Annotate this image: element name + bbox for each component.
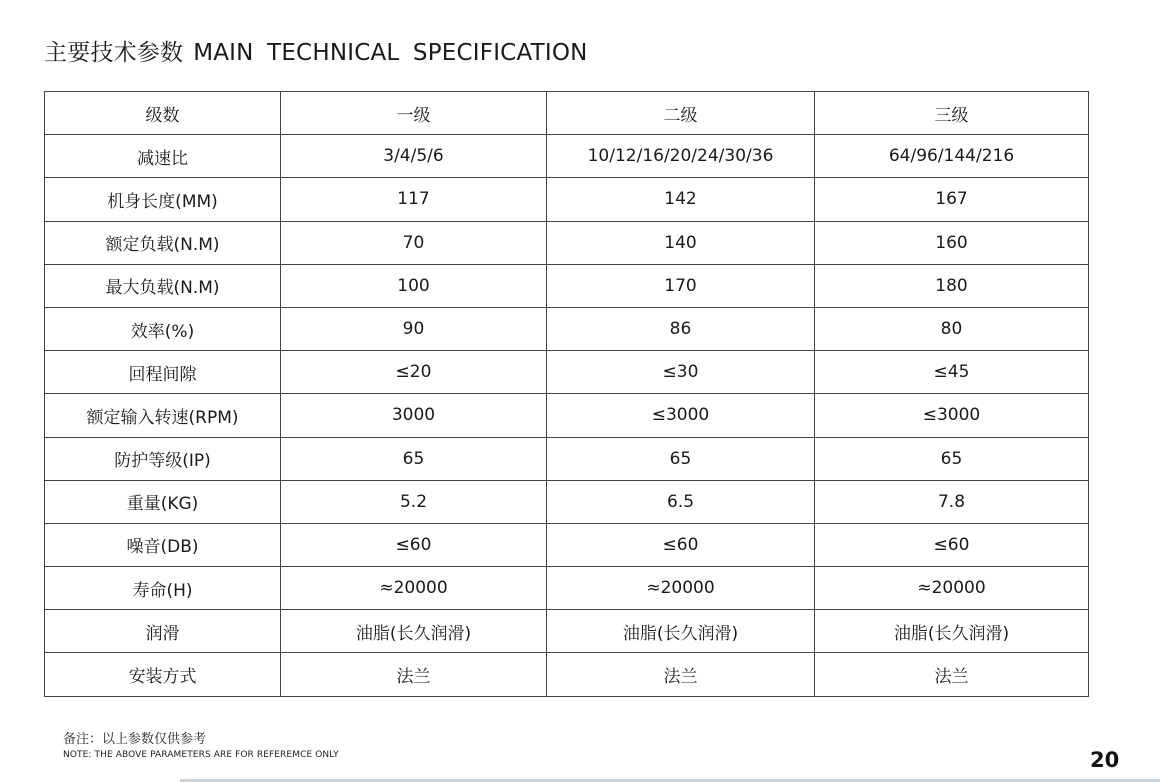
value-cell: 油脂(长久润滑) [547, 610, 815, 653]
row-label-cell: 额定负载(N.M) [45, 221, 281, 264]
row-label-cell: 最大负载(N.M) [45, 264, 281, 307]
row-label-cell: 重量(KG) [45, 480, 281, 523]
table-row [45, 523, 1089, 566]
page-title [44, 34, 588, 67]
value-cell: ≤3000 [815, 394, 1089, 437]
value-cell: 油脂(长久润滑) [815, 610, 1089, 653]
value-cell: 117 [281, 178, 547, 221]
value-cell: ≈20000 [281, 567, 547, 610]
value-cell: 5.2 [281, 480, 547, 523]
value-cell: ≤30 [547, 351, 815, 394]
table-row [45, 178, 1089, 221]
value-cell: 180 [815, 264, 1089, 307]
value-cell: ≤60 [815, 523, 1089, 566]
page-title-cn: 主要技术参数 [44, 40, 184, 66]
table-row [45, 221, 1089, 264]
value-cell: 170 [547, 264, 815, 307]
footnote-cn: 备注：以上参数仅供参考 [63, 732, 207, 747]
value-cell: 70 [281, 221, 547, 264]
value-cell: ≈20000 [815, 567, 1089, 610]
header-cell-stage-1: 一级 [281, 92, 547, 135]
value-cell: 3/4/5/6 [281, 135, 547, 178]
value-cell: 3000 [281, 394, 547, 437]
value-cell: ≤3000 [547, 394, 815, 437]
row-label-cell: 噪音(DB) [45, 523, 281, 566]
footnote-en: NOTE: THE ABOVE PARAMETERS ARE FOR REFEREMCE ONLY [63, 750, 339, 760]
value-cell: 法兰 [815, 653, 1089, 696]
row-label-cell: 机身长度(MM) [45, 178, 281, 221]
value-cell: 86 [547, 307, 815, 350]
value-cell: 10/12/16/20/24/30/36 [547, 135, 815, 178]
value-cell: 法兰 [547, 653, 815, 696]
value-cell: 142 [547, 178, 815, 221]
row-label-cell: 润滑 [45, 610, 281, 653]
header-cell-stage-3: 三级 [815, 92, 1089, 135]
spec-table-body [45, 92, 1089, 697]
table-row [45, 394, 1089, 437]
row-label-cell: 额定输入转速(RPM) [45, 394, 281, 437]
value-cell: 65 [281, 437, 547, 480]
header-cell-stage-2: 二级 [547, 92, 815, 135]
footnote [63, 731, 339, 761]
table-header-row [45, 92, 1089, 135]
row-label-cell: 效率(%) [45, 307, 281, 350]
value-cell: 65 [815, 437, 1089, 480]
row-label-cell: 减速比 [45, 135, 281, 178]
table-row [45, 264, 1089, 307]
row-label-cell: 回程间隙 [45, 351, 281, 394]
spec-table [44, 91, 1089, 697]
table-row [45, 351, 1089, 394]
value-cell: 7.8 [815, 480, 1089, 523]
row-label-cell: 防护等级(IP) [45, 437, 281, 480]
table-row [45, 437, 1089, 480]
value-cell: 90 [281, 307, 547, 350]
table-row [45, 307, 1089, 350]
page-number: 20 [1090, 748, 1120, 772]
table-row [45, 610, 1089, 653]
value-cell: ≤45 [815, 351, 1089, 394]
value-cell: ≤20 [281, 351, 547, 394]
table-row [45, 653, 1089, 696]
value-cell: 100 [281, 264, 547, 307]
value-cell: 油脂(长久润滑) [281, 610, 547, 653]
row-label-cell: 安装方式 [45, 653, 281, 696]
page-title-en: MAIN TECHNICAL SPECIFICATION [193, 40, 588, 66]
value-cell: 160 [815, 221, 1089, 264]
value-cell: 法兰 [281, 653, 547, 696]
header-cell-stage: 级数 [45, 92, 281, 135]
value-cell: ≤60 [547, 523, 815, 566]
table-row [45, 480, 1089, 523]
value-cell: 80 [815, 307, 1089, 350]
value-cell: 140 [547, 221, 815, 264]
table-row [45, 567, 1089, 610]
row-label-cell: 寿命(H) [45, 567, 281, 610]
value-cell: 6.5 [547, 480, 815, 523]
value-cell: 65 [547, 437, 815, 480]
value-cell: 64/96/144/216 [815, 135, 1089, 178]
value-cell: ≈20000 [547, 567, 815, 610]
value-cell: ≤60 [281, 523, 547, 566]
value-cell: 167 [815, 178, 1089, 221]
table-row [45, 135, 1089, 178]
